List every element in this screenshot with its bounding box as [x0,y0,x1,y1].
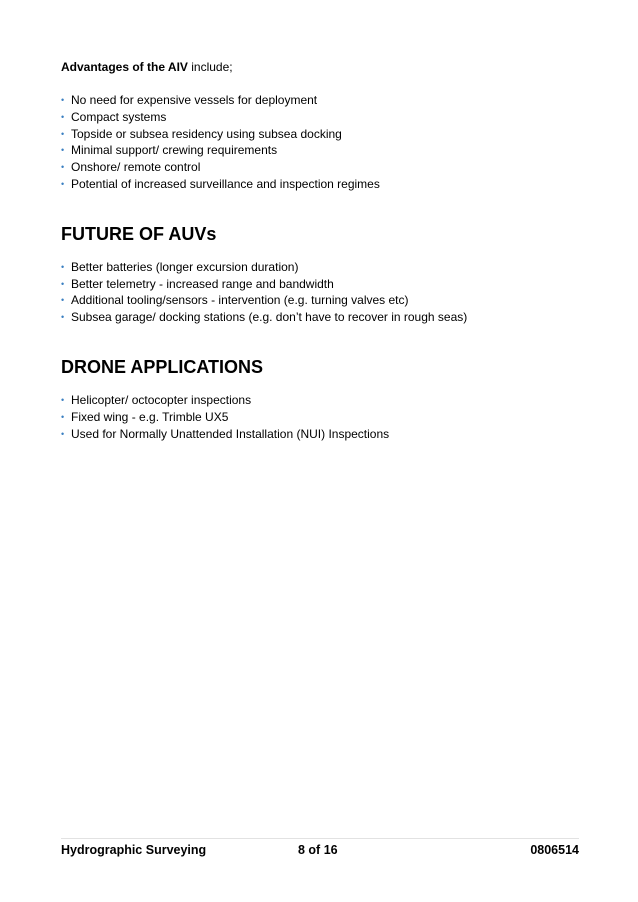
list-item [61,392,581,409]
bullet-icon: • [61,428,65,439]
list-item-text: Helicopter/ octocopter inspections [71,392,252,407]
list-item [61,109,581,126]
list-item-text: Better telemetry - increased range and bandwidth [71,276,334,291]
drone-section-title: DRONE APPLICATIONS [61,356,264,377]
intro-bold: Advantages of the AIV [61,60,188,74]
list-item-text: Additional tooling/sensors - intervention (e.g. turning valves etc) [71,293,409,308]
bullet-icon: • [61,128,65,139]
bullet-icon: • [61,111,65,122]
list-item-text: No need for expensive vessels for deployment [71,93,318,107]
list-item-text: Onshore/ remote control [71,160,201,175]
list-item [61,276,581,293]
bullet-icon: • [61,295,65,306]
bullet-icon: • [61,261,65,272]
footer-page-number: 8 of 16 [298,843,338,857]
list-item [61,409,581,426]
bullet-icon: • [61,278,65,289]
drone-list [61,392,581,442]
future-section-title: FUTURE OF AUVs [61,223,217,244]
list-item-text: Compact systems [71,109,167,124]
bullet-icon: • [61,95,65,105]
list-item [61,126,581,143]
future-list [61,259,581,326]
list-item [61,259,581,276]
advantages-list [61,92,581,193]
page-footer [61,842,579,858]
footer-course-title: Hydrographic Surveying [61,843,207,857]
list-item-text: Used for Normally Unattended Installation (NUI) Inspections [71,426,390,441]
list-item [61,309,581,326]
page-content [61,59,581,442]
bullet-icon: • [61,178,65,189]
list-item [61,176,581,193]
intro-rest: include; [187,60,233,74]
bullet-icon: • [61,394,65,405]
list-item [61,92,581,109]
list-item [61,142,581,159]
bullet-icon: • [61,312,65,323]
bullet-icon: • [61,145,65,156]
footer-student-id: 0806514 [530,843,579,857]
list-item-text: Fixed wing - e.g. Trimble UX5 [71,409,229,424]
list-item-text: Better batteries (longer excursion duration) [71,259,299,274]
bullet-icon: • [61,411,65,422]
list-item-text: Minimal support/ crewing requirements [71,143,278,158]
list-item [61,292,581,309]
footer-divider [61,838,579,839]
advantages-intro [61,59,581,75]
list-item-text: Subsea garage/ docking stations (e.g. don’t have to recover in rough seas) [71,310,468,325]
list-item [61,159,581,176]
list-item-text: Topside or subsea residency using subsea docking [71,126,342,141]
list-item-text: Potential of increased surveillance and inspection regimes [71,176,380,191]
bullet-icon: • [61,162,65,173]
list-item [61,426,581,443]
